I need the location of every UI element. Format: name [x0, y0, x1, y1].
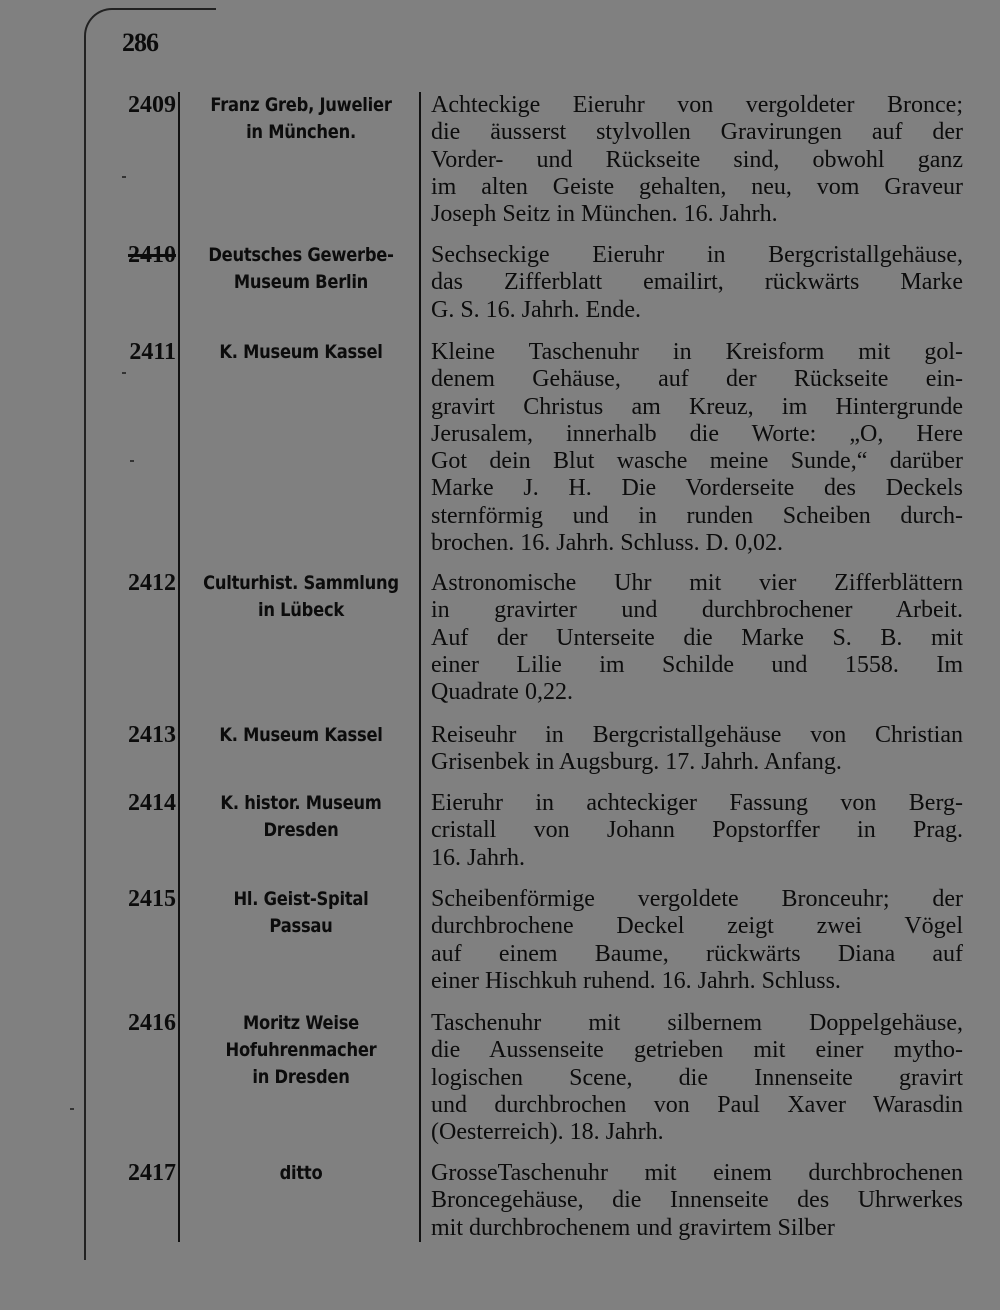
scan-speck [70, 1108, 74, 1110]
entry-number: 2414 [128, 790, 176, 816]
description-line: mit durchbrochenem und gravirtem Silber [431, 1214, 835, 1241]
description-line: Jerusalem, innerhalb die Worte: „O, Here [431, 420, 963, 447]
description-line: Kleine Taschenuhr in Kreisform mit gol- [431, 339, 963, 365]
entry-description [431, 92, 963, 228]
owner-line: Hofuhrenmacher [225, 1039, 377, 1061]
entry-number: 2412 [128, 570, 176, 596]
description-line: logischen Scene, die Innenseite gravirt [431, 1064, 963, 1091]
description-line: Auf der Unterseite die Marke S. B. mit [431, 624, 963, 651]
entry-owner [202, 1010, 400, 1091]
page-border-line [84, 8, 216, 1260]
entry-description [431, 1010, 963, 1146]
description-line: Quadrate 0,22. [431, 679, 573, 706]
entry-description [431, 790, 963, 872]
description-line: Sechseckige Eieruhr in Bergcristallgehäuse, [431, 242, 963, 268]
entry-number: 2415 [128, 886, 176, 912]
owner-line: K. histor. Museum [220, 792, 382, 814]
description-line: Scheibenförmige vergoldete Bronceuhr; der [431, 886, 963, 912]
owner-line: Deutsches Gewerbe- [208, 244, 394, 266]
scan-speck [130, 460, 134, 462]
entry-description [431, 242, 963, 324]
description-line: brochen. 16. Jahrh. Schluss. D. 0,02. [431, 530, 783, 557]
description-line: Achteckige Eieruhr von vergoldeter Bronce; [431, 92, 963, 118]
description-line: Eieruhr in achteckiger Fassung von Berg- [431, 790, 963, 816]
owner-line: Culturhist. Sammlung [203, 572, 399, 594]
entry-owner [202, 242, 400, 296]
owner-line: K. Museum Kassel [219, 724, 383, 746]
entry-number: 2413 [128, 722, 176, 748]
description-line: Vorder- und Rückseite sind, obwohl ganz [431, 146, 963, 173]
description-line: GrosseTaschenuhr mit einem durchbrochenen [431, 1160, 963, 1186]
description-line: sternförmig und in runden Scheiben durch- [431, 502, 963, 529]
page-number: 286 [122, 28, 158, 57]
description-line: das Zifferblatt emailirt, rückwärts Marke [431, 269, 963, 296]
owner-line: in Dresden [252, 1066, 350, 1088]
column-rule-right [419, 92, 421, 1242]
entry-owner [202, 1160, 400, 1187]
entry-number: 2410 [128, 242, 176, 268]
owner-line: Hl. Geist-Spital [233, 888, 369, 910]
description-line: einer Lilie im Schilde und 1558. Im [431, 651, 963, 678]
scan-speck [122, 372, 126, 374]
entry-number: 2409 [128, 92, 176, 118]
description-line: Astronomische Uhr mit vier Zifferblättern [431, 570, 963, 596]
owner-line: ditto [279, 1162, 323, 1184]
entry-number: 2411 [129, 339, 176, 365]
description-line: Broncegehäuse, die Innenseite des Uhrwerkes [431, 1187, 963, 1214]
entry-owner [202, 886, 400, 940]
owner-line: K. Museum Kassel [219, 341, 383, 363]
description-line: (Oesterreich). 18. Jahrh. [431, 1119, 664, 1146]
description-line: einer Hischkuh ruhend. 16. Jahrh. Schluss. [431, 967, 841, 994]
owner-line: Dresden [263, 819, 339, 841]
entry-number: 2417 [128, 1160, 176, 1186]
description-line: Joseph Seitz in München. 16. Jahrh. [431, 201, 778, 228]
description-line: die äusserst stylvollen Gravirungen auf der [431, 119, 963, 146]
entry-description [431, 722, 963, 777]
owner-line: in Lübeck [258, 599, 344, 621]
description-line: gravirt Christus am Kreuz, im Hintergrunde [431, 393, 963, 420]
description-line: cristall von Johann Popstorffer in Prag. [431, 817, 963, 844]
description-line: Taschenuhr mit silbernem Doppelgehäuse, [431, 1010, 963, 1036]
description-line: Grisenbek in Augsburg. 17. Jahrh. Anfang. [431, 749, 842, 776]
entry-description [431, 886, 963, 995]
entry-owner [202, 570, 400, 624]
entry-owner [202, 722, 400, 749]
description-line: Marke J. H. Die Vorderseite des Deckels [431, 475, 963, 502]
description-line: auf einem Baume, rückwärts Diana auf [431, 940, 963, 967]
description-line: durchbrochene Deckel zeigt zwei Vögel [431, 913, 963, 940]
owner-line: Passau [269, 915, 333, 937]
description-line: G. S. 16. Jahrh. Ende. [431, 296, 641, 323]
entry-owner [202, 92, 400, 146]
entry-owner [202, 339, 400, 366]
description-line: 16. Jahrh. [431, 844, 525, 871]
entry-description [431, 1160, 963, 1242]
description-line: Reiseuhr in Bergcristallgehäuse von Christian [431, 722, 963, 748]
owner-line: Moritz Weise [243, 1012, 359, 1034]
column-rule-left [178, 92, 180, 1242]
owner-line: Museum Berlin [233, 271, 369, 293]
entry-description [431, 339, 963, 557]
description-line: in gravirter und durchbrochener Arbeit. [431, 597, 963, 624]
description-line: und durchbrochen von Paul Xaver Warasdin [431, 1091, 963, 1118]
description-line: Got dein Blut wasche meine Sunde,“ darüber [431, 448, 963, 475]
entry-number: 2416 [128, 1010, 176, 1036]
scan-speck [122, 176, 126, 178]
description-line: im alten Geiste gehalten, neu, vom Graveur [431, 173, 963, 200]
description-line: die Aussenseite getrieben mit einer mytho- [431, 1037, 963, 1064]
entry-owner [202, 790, 400, 844]
owner-line: Franz Greb, Juwelier [210, 94, 392, 116]
description-line: denem Gehäuse, auf der Rückseite ein- [431, 366, 963, 393]
entry-description [431, 570, 963, 706]
owner-line: in München. [246, 121, 356, 143]
